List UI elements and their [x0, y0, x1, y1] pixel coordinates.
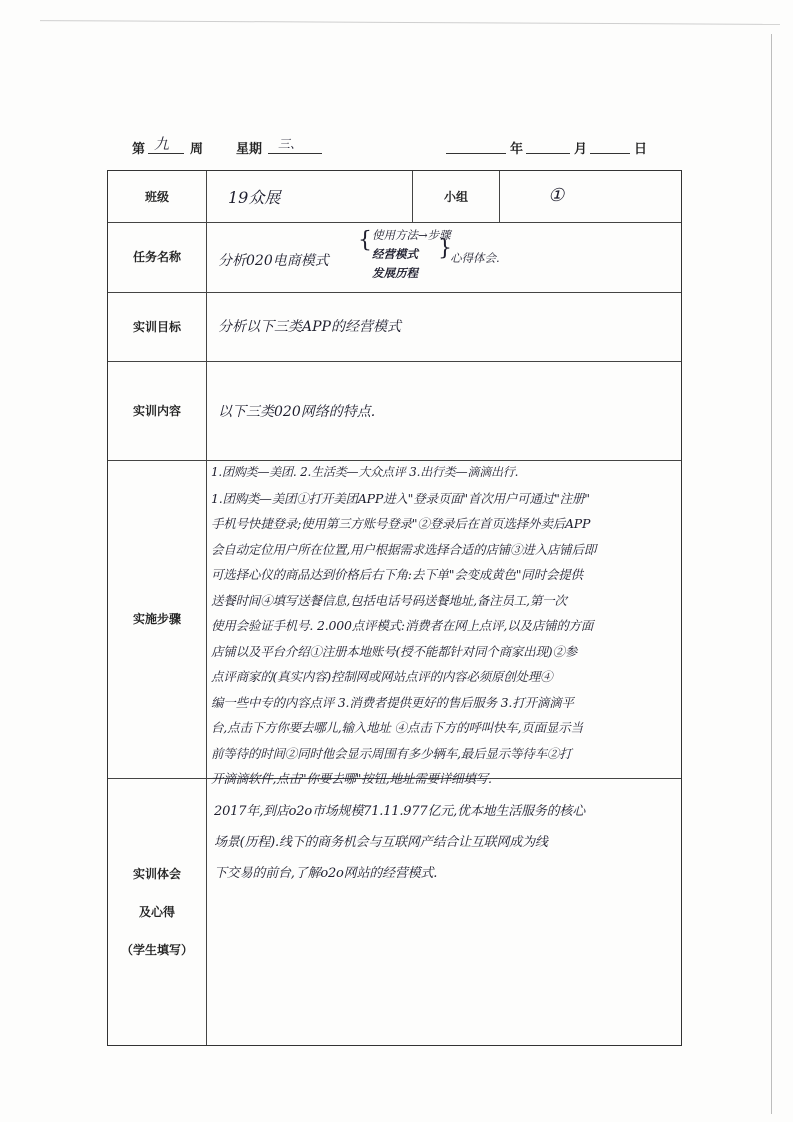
scan-edge-top	[40, 20, 780, 25]
steps-line: 点评商家的(真实内容)控制网或网站点评的内容必须原创处理④	[211, 669, 553, 684]
steps-line: 使用会验证手机号. 2.000点评模式:消费者在网上点评,以及店铺的方面	[211, 618, 594, 633]
week-value: 九	[154, 135, 170, 153]
day-label: 日	[634, 142, 648, 157]
goal-label: 实训目标	[108, 292, 207, 361]
weekday-label: 星期	[236, 142, 263, 157]
month-label: 月	[574, 142, 588, 157]
steps-line: 送餐时间④填写送餐信息,包括电话号码送餐地址,备注员工,第一次	[211, 592, 567, 608]
date-header	[132, 136, 692, 160]
row-goal	[108, 292, 681, 362]
content-label: 实训内容	[108, 361, 207, 460]
row-content	[108, 361, 681, 461]
experience-line: 2017年,到店o2o市场规模71.11.977亿元,优本地生活服务的核心	[214, 804, 586, 819]
steps-line: 编一些中专的内容点评 3.消费者提供更好的售后服务 3.打开滴滴平	[211, 694, 574, 710]
experience-line: 场景(历程).线下的商务机会与互联网产结合让互联网成为线	[214, 835, 548, 850]
brace-right: }	[438, 236, 452, 261]
task-branch-3: 发展历程	[372, 266, 418, 280]
week-prefix: 第	[132, 142, 146, 157]
day-underline	[590, 153, 630, 154]
experience-label-line-1: 实训体会	[132, 866, 181, 881]
task-tail: 心得体会.	[450, 251, 500, 265]
year-label: 年	[510, 142, 524, 157]
week-suffix: 周	[190, 142, 204, 157]
experience-label	[108, 778, 207, 1045]
group-label: 小组	[443, 190, 468, 204]
experience-label-line-3: （学生填写）	[120, 942, 193, 957]
training-record-table	[107, 170, 682, 1046]
task-main: 分析020电商模式	[218, 253, 329, 269]
steps-line: 会自动定位用户所在位置,用户根据需求选择合适的店铺③进入店铺后即	[211, 541, 597, 557]
month-underline	[526, 153, 570, 154]
steps-label: 实施步骤	[108, 460, 207, 778]
task-branch-1: 使用方法→步骤	[372, 228, 451, 242]
steps-line: 手机号快捷登录;使用第三方账号登录"②登录后在首页选择外卖后APP	[211, 516, 591, 531]
group-value: ①	[548, 185, 565, 206]
row-task	[108, 222, 681, 293]
task-label: 任务名称	[108, 222, 207, 292]
experience-text	[214, 796, 679, 889]
task-branch-2: 经营模式	[372, 247, 418, 261]
steps-line: 前等待的时间②同时他会显示周围有多少辆车,最后显示等待车②打	[211, 745, 572, 761]
experience-label-line-2: 及心得	[138, 904, 175, 919]
year-underline	[446, 153, 506, 154]
content-value: 以下三类020网络的特点.	[218, 404, 376, 420]
brace-left: {	[358, 228, 372, 253]
scan-edge-right	[771, 34, 772, 1114]
week-underline	[148, 153, 184, 154]
class-label: 班级	[108, 171, 207, 222]
row-experience	[108, 778, 681, 1045]
row-steps	[108, 460, 681, 786]
steps-line: 1.团购类—美团①打开美团APP进入"登录页面"首次用户可通过"注册"	[211, 490, 590, 506]
weekday-value: 三、	[278, 137, 303, 151]
steps-line: 开滴滴软件,点击"你要去哪"按钮,地址需要详细填写.	[211, 771, 492, 786]
steps-text	[211, 460, 679, 792]
steps-line: 店铺以及平台介绍①注册本地账号(授不能都针对同个商家出现)②参	[211, 643, 578, 659]
steps-line: 可选择心仪的商品达到价格后右下角:去下单"会变成黄色"同时会提供	[211, 567, 583, 582]
row-class-group	[108, 171, 681, 223]
steps-line: 1.团购类—美团. 2.生活类—大众点评 3.出行类—滴滴出行.	[211, 465, 519, 479]
steps-line: 台,点击下方你要去哪儿,输入地址 ④点击下方的呼叫快车,页面显示当	[211, 720, 583, 735]
divider	[499, 171, 500, 222]
goal-value: 分析以下三类APP的经营模式	[218, 319, 401, 335]
experience-line: 下交易的前台,了解o2o网站的经营模式.	[214, 866, 438, 881]
weekday-underline	[268, 153, 322, 154]
class-value: 19众展	[228, 188, 281, 207]
